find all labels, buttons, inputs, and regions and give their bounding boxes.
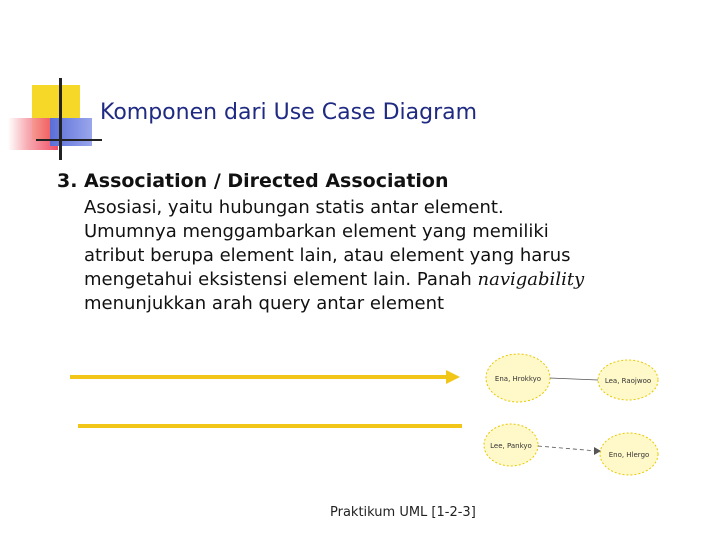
arrowhead-icon — [446, 370, 460, 384]
body-paragraph — [84, 196, 684, 316]
solid-connector — [550, 378, 598, 380]
body-line: Umumnya menggambarkan element yang memiliki — [84, 221, 549, 242]
body-italic-term: navigability — [477, 269, 585, 290]
decor-vertical-line — [59, 78, 62, 160]
use-case-example-diagram — [480, 350, 670, 480]
slide-title: Komponen dari Use Case Diagram — [100, 100, 478, 125]
body-line: menunjukkan arah query antar element — [84, 293, 445, 314]
body-line: Asosiasi, yaitu hubungan statis antar element. — [84, 197, 504, 218]
body-line-text: mengetahui eksistensi element lain. Panah — [84, 269, 472, 290]
body-line — [84, 268, 684, 292]
slide-footer: Praktikum UML [1-2-3] — [330, 505, 476, 520]
decor-blue-square — [50, 118, 92, 146]
use-case-label: Lee, Pankyo — [490, 442, 532, 450]
association-arrows — [60, 360, 470, 440]
dashed-connector — [538, 446, 597, 451]
connector-arrowhead-icon — [594, 447, 601, 455]
decor-horizontal-line — [36, 139, 102, 141]
body-line: atribut berupa element lain, atau element yang harus — [84, 245, 571, 266]
use-case-label: Ena, Hrokkyo — [494, 375, 542, 383]
use-case-label: Eno, Hlergo — [608, 451, 650, 459]
use-case-label: Lea, Raojwoo — [604, 377, 652, 385]
section-heading: 3. Association / Directed Association — [57, 170, 449, 192]
